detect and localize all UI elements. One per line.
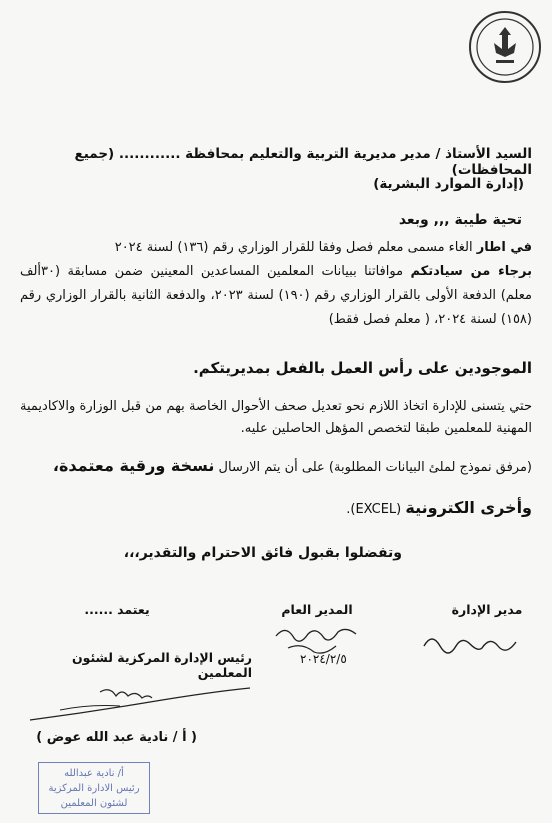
signature-title-approved: يعتمد ......	[84, 602, 150, 617]
p1-text: الغاء مسمى معلم فصل وفقا للقرار الوزاري رقم (١٣٦) لسنة ٢٠٢٤	[114, 240, 477, 255]
greeting: تحية طيبة ,,, وبعد	[398, 212, 522, 228]
addressee-line: السيد الأستاذ / مدير مديرية التربية والتعليم بمحافظة ............ (جميع المحافظات)	[74, 146, 532, 178]
stamp-line-1: أ/ نادية عبدالله	[64, 768, 124, 779]
ministry-seal-logo	[468, 10, 542, 84]
handwritten-date: ٢٠٢٤/٢/٥	[300, 652, 347, 666]
body-paragraph-1	[20, 236, 532, 332]
body-paragraph-4: حتي يتسنى للإدارة اتخاذ اللازم نحو تعديل صحف الأحوال الخاصة بهم من قبل الوزارة والاكاديمية المهنية للمعلمين طبقا لتخصص المؤهل الحاصلين عليه.	[20, 399, 532, 436]
signature-title-head: رئيس الإدارة المركزية لشئون المعلمين	[71, 650, 252, 680]
signatory-name: ( أ / نادية عبد الله عوض )	[36, 730, 197, 745]
p2-lead: برجاء من سيادتكم	[410, 264, 532, 279]
stamp-line-2: رئيس الادارة المركزية	[48, 783, 140, 794]
body-paragraph-6	[20, 496, 532, 522]
official-stamp	[38, 762, 150, 814]
p6-text: (EXCEL).	[346, 502, 406, 517]
department-line: (إدارة الموارد البشرية)	[373, 176, 524, 192]
handwritten-signature-1	[418, 622, 528, 662]
signature-title-general-director: المدير العام	[281, 602, 353, 617]
p5-bold: نسخة ورقية معتمدة،	[52, 456, 215, 475]
p1-lead: في اطار	[476, 240, 532, 255]
p5-text: (مرفق نموذج لملئ البيانات المطلوبة) على أن يتم الارسال	[214, 460, 532, 475]
handwritten-signature-3	[20, 680, 260, 728]
p2-text: موافاتنا ببيانات المعلمين المساعدين المعينين ضمن مسابقة (٣٠ألف معلم) الدفعة الأولى بالقرار الوزاري رقم (١٩٠) لسنة ٢٠٢٣، والدفعة الثانية بالقرار الوزاري رقم (١٥٨) لسنة ٢٠٢٤، ( معلم فصل فقط)	[20, 264, 532, 327]
signature-title-hr-director: مدير الإدارة	[451, 602, 523, 617]
body-paragraph-5	[20, 454, 532, 480]
p6-bold: وأخرى الكترونية	[405, 498, 532, 517]
closing-line: وتفضلوا بقبول فائق الاحترام والتقدير،،،	[123, 545, 402, 561]
body-paragraph-3: الموجودين على رأس العمل بالفعل بمديريتكم.	[193, 359, 532, 377]
stamp-line-3: لشئون المعلمين	[60, 798, 128, 809]
